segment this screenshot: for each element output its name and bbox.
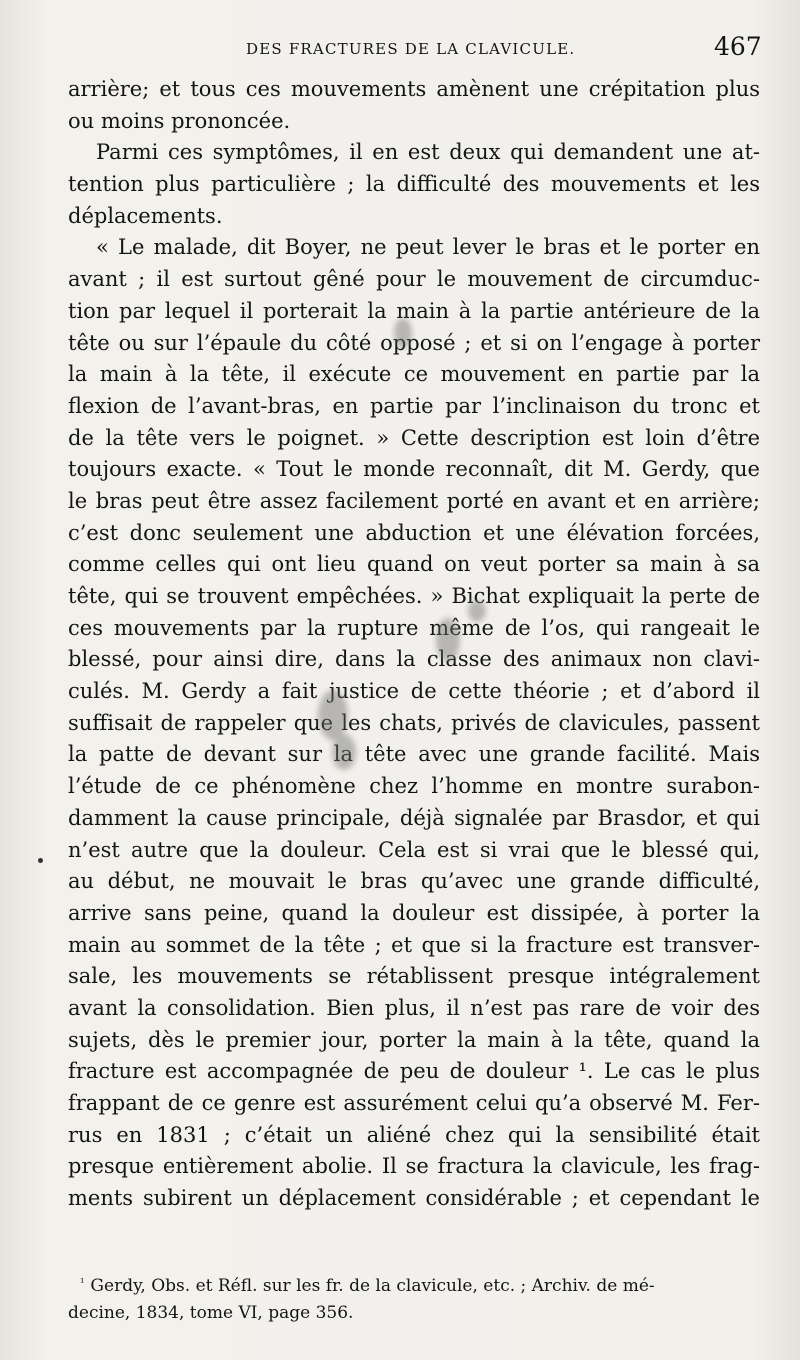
- text-line: de la tête vers le poignet. » Cette description est loin d’être: [68, 425, 760, 450]
- ink-stain: [436, 618, 460, 662]
- text-line: comme celles qui ont lieu quand on veut porter sa main à sa: [68, 552, 760, 577]
- text-line: « Le malade, dit Boyer, ne peut lever le bras et le porter en: [96, 235, 760, 260]
- text-line: ments subirent un déplacement considérable ; et cependant le: [68, 1186, 760, 1211]
- margin-mark: [38, 858, 43, 863]
- text-line: flexion de l’avant-bras, en partie par l’inclinaison du tronc et: [68, 393, 760, 418]
- text-line: la patte de devant sur la tête avec une grande facilité. Mais: [68, 742, 760, 767]
- text-line: déplacements.: [68, 203, 223, 228]
- text-line: Parmi ces symptômes, il en est deux qui demandent une at-: [96, 140, 760, 165]
- ink-stain: [318, 690, 348, 740]
- running-title: DES FRACTURES DE LA CLAVICULE.: [246, 40, 576, 58]
- text-line: rus en 1831 ; c’était un aliéné chez qui la sensibilité était: [68, 1122, 760, 1147]
- ink-stain: [468, 600, 486, 622]
- text-line: blessé, pour ainsi dire, dans la classe des animaux non clavi-: [68, 647, 760, 672]
- text-line: toujours exacte. « Tout le monde reconnaît, dit M. Gerdy, que: [68, 457, 760, 482]
- running-head: [0, 32, 800, 66]
- text-line: tête, qui se trouvent empêchées. » Bichat expliquait la perte de: [68, 584, 760, 608]
- text-line: arrive sans peine, quand la douleur est dissipée, à porter la: [68, 900, 760, 925]
- text-line: fracture est accompagnée de peu de douleur ¹. Le cas le plus: [68, 1059, 760, 1084]
- footnote-line: [68, 1268, 760, 1298]
- text-line: sale, les mouvements se rétablissent presque intégralement: [68, 964, 760, 989]
- text-line: sujets, dès le premier jour, porter la main à la tête, quand la: [68, 1027, 760, 1052]
- text-line: tion par lequel il porterait la main à la partie antérieure de la: [68, 298, 760, 323]
- text-line: arrière; et tous ces mouvements amènent une crépitation plus: [68, 77, 760, 101]
- footnote-text: Gerdy, Obs. et Réfl. sur les fr. de la clavicule, etc. ; Archiv. de mé-: [90, 1276, 655, 1296]
- text-line: damment la cause principale, déjà signalée par Brasdor, et qui: [68, 805, 760, 830]
- footnote-line: decine, 1834, tome VI, page 356.: [68, 1303, 354, 1323]
- footnote-marker: ¹: [80, 1276, 85, 1289]
- text-line: au début, ne mouvait le bras qu’avec une grande difficulté,: [68, 869, 760, 894]
- text-line: ces mouvements par la rupture même de l’os, qui rangeait le: [68, 615, 760, 640]
- text-line: frappant de ce genre est assurément celui qu’a observé M. Fer-: [68, 1091, 760, 1115]
- ink-stain: [332, 734, 356, 770]
- text-line: le bras peut être assez facilement porté en avant et en arrière;: [68, 488, 760, 513]
- text-line: tention plus particulière ; la difficulté des mouvements et les: [68, 172, 760, 197]
- text-line: presque entièrement abolie. Il se fractura la clavicule, les frag-: [68, 1154, 760, 1179]
- text-line: c’est donc seulement une abduction et une élévation forcées,: [68, 520, 760, 545]
- text-line: la main à la tête, il exécute ce mouvement en partie par la: [68, 362, 760, 387]
- ink-stain: [394, 318, 412, 348]
- text-line: ou moins prononcée.: [68, 108, 291, 133]
- text-line: tête ou sur l’épaule du côté opposé ; et si on l’engage à porter: [68, 330, 760, 355]
- text-line: suffisait de rappeler que les chats, privés de clavicules, passent: [68, 710, 760, 735]
- text-line: avant la consolidation. Bien plus, il n’est pas rare de voir des: [68, 995, 760, 1020]
- page-number: 467: [714, 32, 762, 61]
- footnote: [68, 1268, 760, 1328]
- text-line: main au sommet de la tête ; et que si la fracture est transver-: [68, 932, 760, 957]
- text-line: avant ; il est surtout gêné pour le mouvement de circumduc-: [68, 267, 760, 292]
- text-line: n’est autre que la douleur. Cela est si vrai que le blessé qui,: [68, 837, 760, 862]
- text-line: culés. M. Gerdy a fait justice de cette théorie ; et d’abord il: [68, 679, 760, 704]
- body-text: [68, 74, 760, 1215]
- text-line: l’étude de ce phénomène chez l’homme en montre surabon-: [68, 774, 760, 799]
